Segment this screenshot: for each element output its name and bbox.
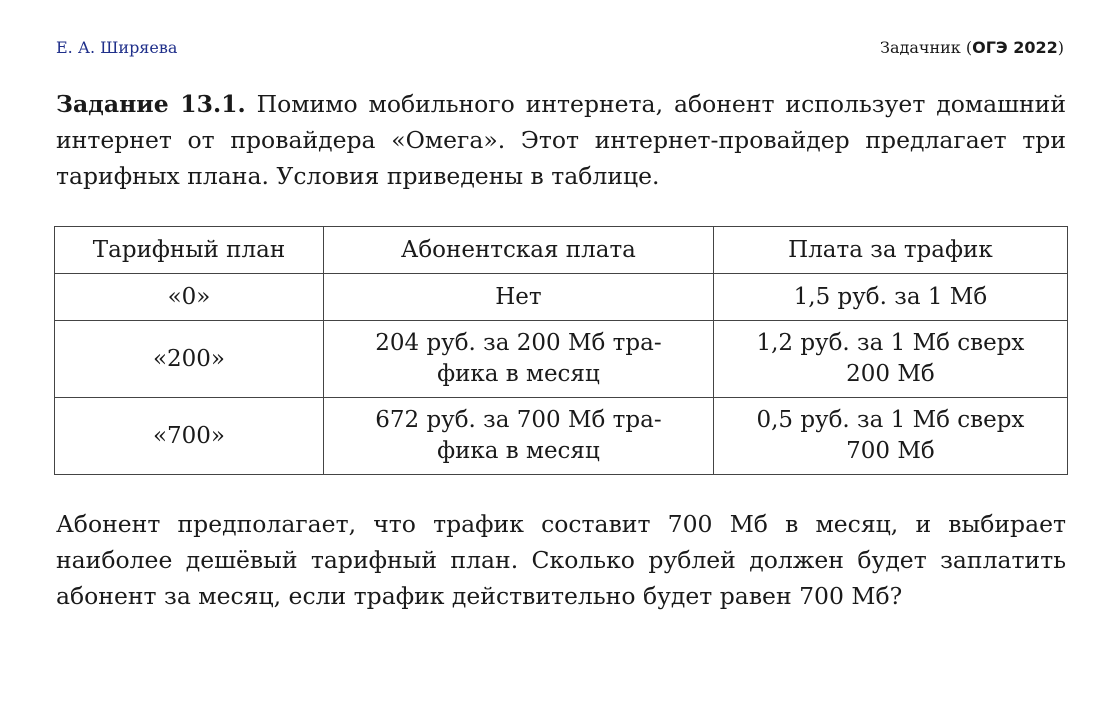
book-title-suffix: ) — [1057, 37, 1064, 57]
table-row — [55, 398, 1068, 475]
plan-cell: «700» — [55, 398, 324, 475]
traffic-cell — [713, 274, 1067, 321]
traffic-cell — [713, 321, 1067, 398]
traffic-cell — [713, 398, 1067, 475]
author-name: Е. А. Ширяева — [56, 37, 178, 57]
question-text: Абонент предполагает, что трафик составит 700 Мб в месяц, и выбирает наиболее дешёвый тарифный план. Сколько рублей должен будет заплатить абонент за месяц, если трафик действительно будет равен 700 Мб? — [56, 510, 1066, 610]
fee-line: фика в месяц — [437, 361, 600, 387]
tariff-table — [54, 226, 1068, 475]
column-header-fee: Абонентская плата — [323, 227, 713, 274]
task-number: Задание 13.1. — [56, 90, 246, 118]
task-statement — [56, 86, 1066, 194]
book-title-prefix: Задачник ( — [879, 37, 973, 57]
traffic-line: 200 Мб — [846, 361, 935, 387]
plan-cell: «200» — [55, 321, 324, 398]
fee-cell — [323, 274, 713, 321]
table-row — [55, 321, 1068, 398]
page-header — [56, 36, 1064, 58]
fee-line: 672 руб. за 700 Мб тра- — [375, 407, 662, 433]
traffic-line: 0,5 руб. за 1 Мб сверх — [756, 407, 1025, 433]
fee-cell — [323, 321, 713, 398]
table-row — [55, 274, 1068, 321]
table-header-row — [55, 227, 1068, 274]
column-header-plan: Тарифный план — [55, 227, 324, 274]
traffic-line: 700 Мб — [846, 438, 935, 464]
traffic-line: 1,5 руб. за 1 Мб — [793, 283, 988, 310]
fee-line: Нет — [495, 283, 542, 310]
fee-cell — [323, 398, 713, 475]
traffic-line: 1,2 руб. за 1 Мб сверх — [756, 330, 1025, 356]
book-title-exam: ОГЭ 2022 — [972, 37, 1058, 57]
plan-cell: «0» — [55, 274, 324, 321]
column-header-traffic: Плата за трафик — [713, 227, 1067, 274]
task-text: Помимо мобильного интернета, абонент использует домашний интернет от провайдера «Омега». Этот интернет-провайдер предлагает три тарифных плана. Условия приведены в таблице. — [56, 90, 1066, 190]
book-title — [880, 38, 1064, 57]
fee-line: 204 руб. за 200 Мб тра- — [375, 330, 662, 356]
fee-line: фика в месяц — [437, 438, 600, 464]
